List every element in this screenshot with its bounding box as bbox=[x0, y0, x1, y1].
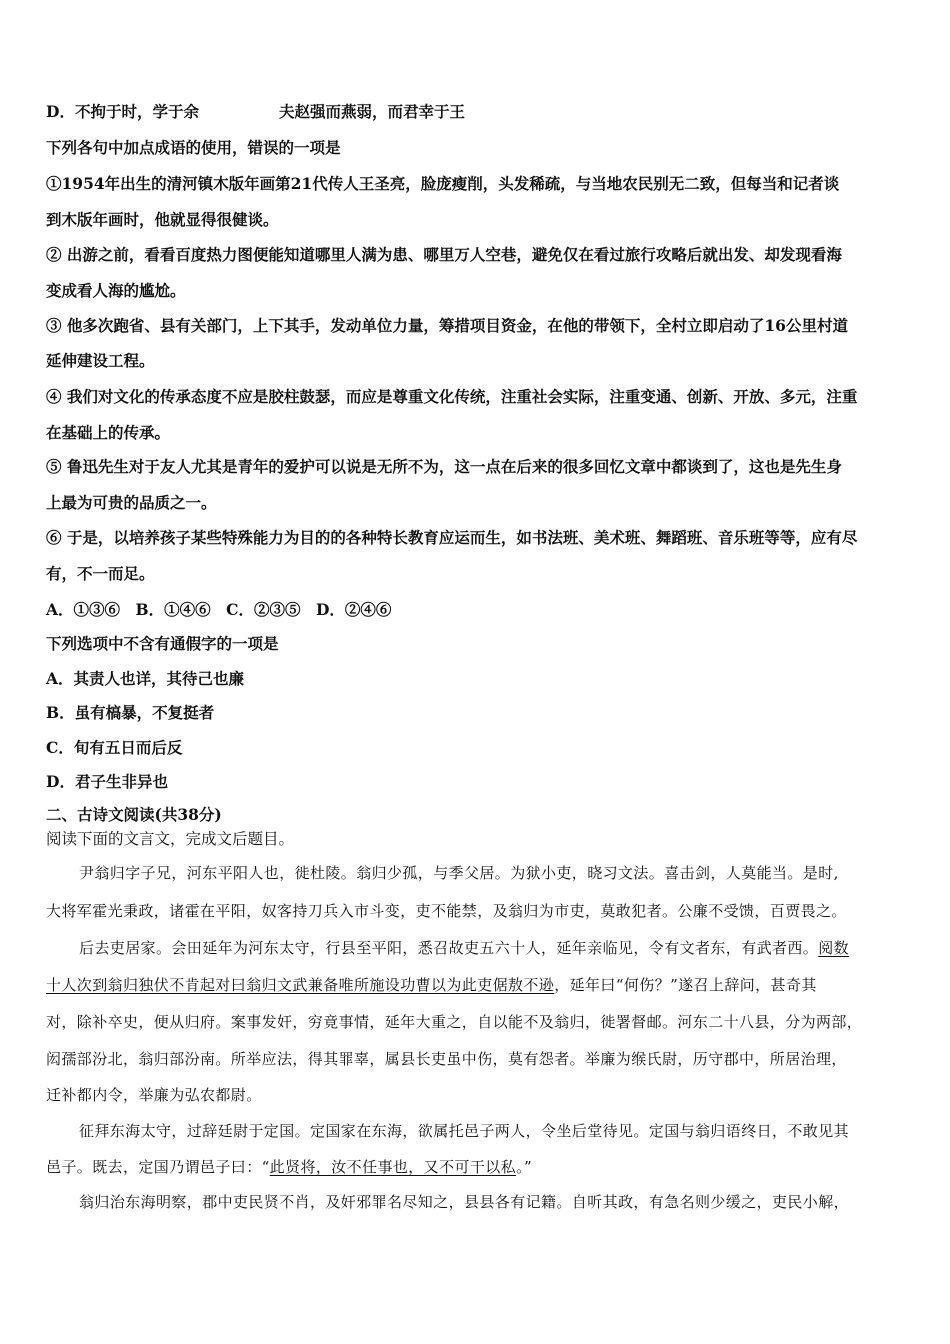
idiom-sentence-1-line-2: 到木版年画时，他就显得很健谈。 bbox=[46, 210, 279, 229]
idiom-sentence-4-line-1: ④ 我们对文化的传承态度不应是胶柱鼓瑟，而应是尊重文化传统，注重社会实际，注重变通、创新、开放、多元，注重 bbox=[46, 387, 858, 406]
underlined-quote: 此贤将，汝不任事也，又不可干以私 bbox=[269, 1158, 517, 1176]
passage-p1-line-1: 尹翁归字子兄，河东平阳人也，徙杜陵。翁归少孤，与季父居。为狱小吏，晓习文法。喜击剑，人莫能当。是时, bbox=[79, 864, 839, 882]
tongjia-option-b: B．虽有槁暴，不复挺者 bbox=[46, 703, 215, 722]
passage-p4-line-1: 翁归治东海明察，郡中吏民贤不肖，及奸邪罪名尽知之，县县各有记籍。自听其政，有急名则少缓之，吏民小解， bbox=[79, 1193, 850, 1211]
idiom-answer-options: A．①③⑥ B．①④⑥ C．②③⑤ D．②④⑥ bbox=[46, 600, 392, 619]
idiom-sentence-6-line-1: ⑥ 于是，以培养孩子某些特殊能力为目的的各种特长教育应运而生，如书法班、美术班、舞蹈班、音乐班等等，应有尽 bbox=[46, 528, 858, 547]
section-instruction: 阅读下面的文言文，完成文后题目。 bbox=[46, 830, 295, 848]
idiom-sentence-2-line-1: ② 出游之前，看看百度热力图便能知道哪里人满为患、哪里万人空巷，避免仅在看过旅行攻略后就出发、却发现看海 bbox=[46, 245, 842, 264]
passage-p2-line-1-text: 后去吏居家。会田延年为河东太守，行县至平阳，悉召故吏五六十人，延年亲临见，令有文者东，有武者西。 bbox=[79, 939, 819, 957]
idiom-sentence-3-line-1: ③ 他多次跑省、县有关部门，上下其手，发动单位力量，筹措项目资金，在他的带领下，全村立即启动了16公里村道 bbox=[46, 316, 848, 335]
passage-p2-line-4: 闳孺部汾北，翁归部汾南。所举应法，得其罪辜，属县长吏虽中伤，莫有怨者。举廉为缑氏尉，历守郡中，所居治理， bbox=[46, 1050, 847, 1068]
passage-p2-line-1 bbox=[79, 938, 849, 958]
passage-p2-line-2-text: ，延年曰“何伤？”遂召上辞问，甚奇其 bbox=[554, 976, 817, 994]
idiom-sentence-5-line-1: ⑤ 鲁迅先生对于友人尤其是青年的爱护可以说是无所不为，这一点在后来的很多回忆文章中都谈到了，这也是先生身 bbox=[46, 457, 842, 476]
option-d-tail: 夫赵强而燕弱，而君幸于王 bbox=[278, 102, 465, 121]
idiom-sentence-3-line-2: 延伸建设工程。 bbox=[46, 351, 155, 370]
section-heading: 二、古诗文阅读(共38分) bbox=[46, 805, 222, 824]
passage-p3-line-2-text: 邑子。既去，定国乃谓邑子曰：“ bbox=[46, 1158, 270, 1176]
passage-p3-line-1: 征拜东海太守，过辞廷尉于定国。定国家在东海，欲属托邑子两人，令坐后堂待见。定国与翁归语终日，不敢见其 bbox=[79, 1122, 850, 1140]
tongjia-option-d: D．君子生非异也 bbox=[46, 772, 168, 791]
prev-question-option-d bbox=[46, 102, 465, 122]
tongjia-option-c: C．旬有五日而后反 bbox=[46, 738, 183, 757]
passage-p2-line-2 bbox=[46, 975, 817, 995]
idiom-sentence-4-line-2: 在基础上的传承。 bbox=[46, 423, 171, 442]
option-d-label: D．不拘于时，学于余 bbox=[46, 102, 199, 121]
passage-p2-line-5: 迁补都内令，举廉为弘农都尉。 bbox=[46, 1086, 262, 1104]
tongjia-question-prompt: 下列选项中不含有通假字的一项是 bbox=[46, 634, 279, 653]
underlined-sentence-end: 十人次到翁归独伏不肯起对曰翁归文武兼备唯所施设功曹以为此吏倨敖不逊 bbox=[46, 976, 555, 994]
passage-p2-line-3: 对，除补卒史，便从归府。案事发奸，穷竟事情，延年大重之，自以能不及翁归，徙署督邮。河东二十八县，分为两部， bbox=[46, 1013, 863, 1031]
idiom-sentence-5-line-2: 上最为可贵的品质之一。 bbox=[46, 493, 217, 512]
passage-p3-line-2-end: 。” bbox=[516, 1158, 533, 1176]
idiom-sentence-6-line-2: 有，不一而足。 bbox=[46, 564, 155, 583]
passage-p1-line-2: 大将军霍光秉政，诸霍在平阳，奴客持刀兵入市斗变，吏不能禁，及翁归为市吏，莫敢犯者。公廉不受馈，百贾畏之。 bbox=[46, 902, 847, 920]
tongjia-option-a: A．其责人也详，其待己也廉 bbox=[46, 669, 245, 688]
underlined-sentence-start: 阅数 bbox=[818, 939, 850, 957]
idiom-sentence-1-line-1: ①1954年出生的清河镇木版年画第21代传人王圣亮，脸庞瘦削，头发稀疏，与当地农民别无二致，但每当和记者谈 bbox=[46, 174, 840, 193]
passage-p3-line-2 bbox=[46, 1157, 532, 1177]
idiom-question-prompt: 下列各句中加点成语的使用，错误的一项是 bbox=[46, 138, 341, 157]
idiom-sentence-2-line-2: 变成看人海的尴尬。 bbox=[46, 281, 186, 300]
